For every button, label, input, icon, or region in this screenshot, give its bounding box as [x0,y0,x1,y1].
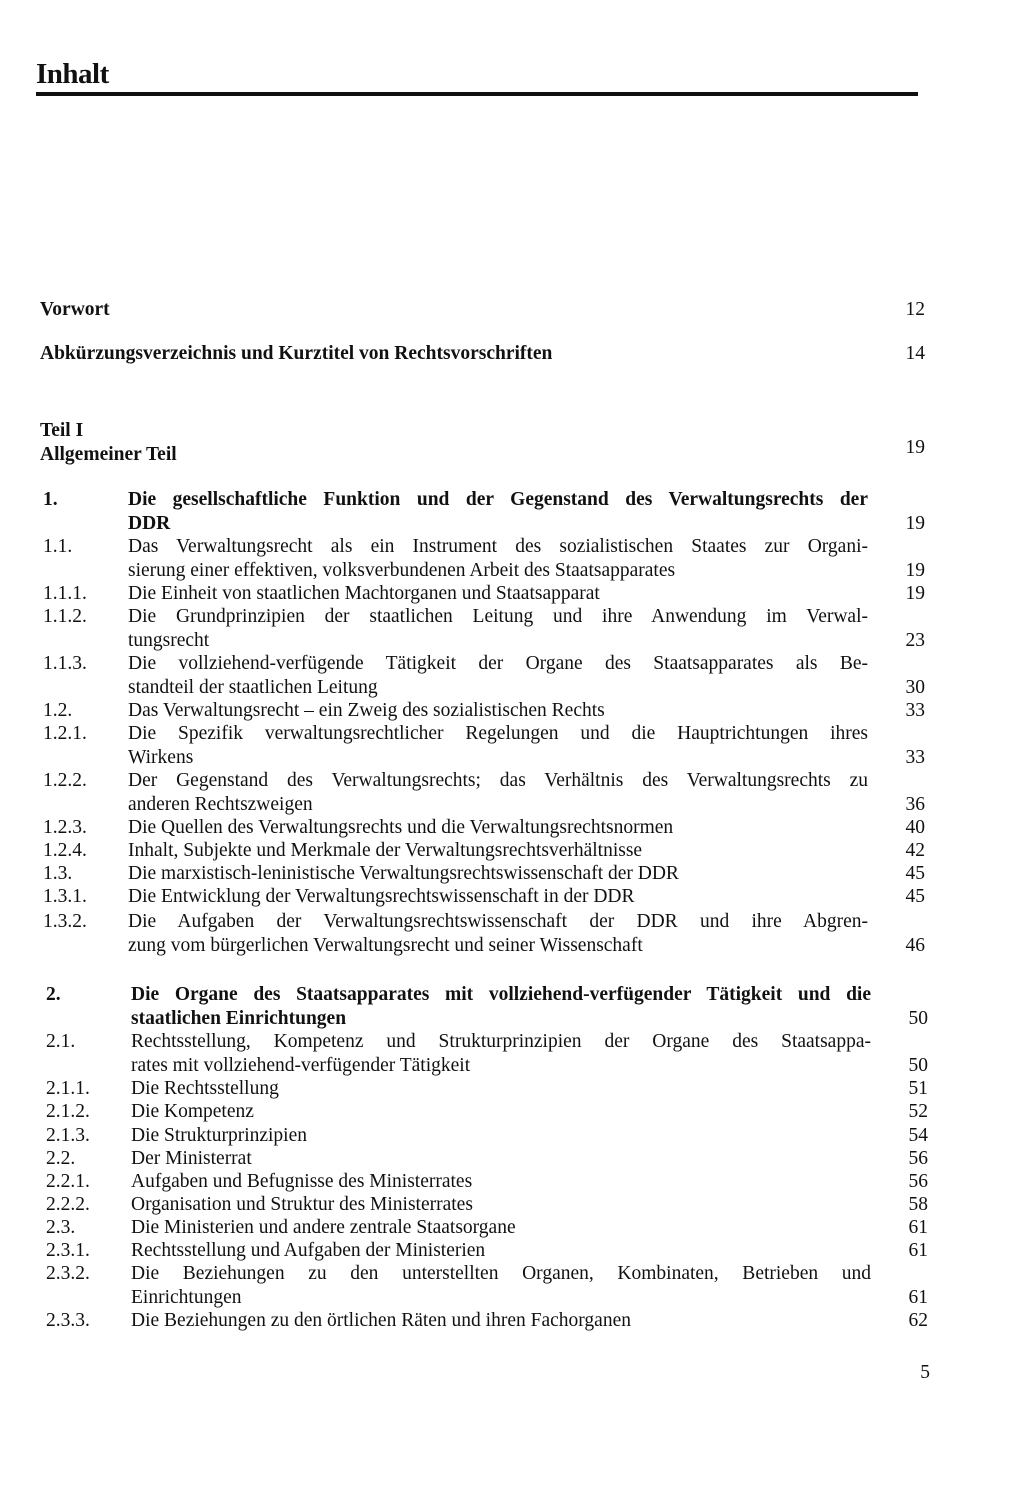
toc-entry-title-line: Die Aufgaben der Verwaltungsrechtswissenschaft der DDR und ihre Abgren- [128,911,868,932]
toc-page-number: 56 [908,1171,928,1192]
toc-entry-title-line: Die marxistisch-leninistische Verwaltungsrechtswissenschaft der DDR [128,863,679,884]
toc-entry-title-line: Die Rechtsstellung [131,1078,279,1099]
toc-entry-number: 2.1.3. [46,1125,90,1146]
toc-page-number: 45 [905,886,925,907]
toc-entry-title-line: DDR [128,512,171,534]
toc-entry-number: 1.3.2. [43,911,87,932]
toc-page-number: 50 [908,1007,928,1029]
toc-entry-title-line: Die Strukturprinzipien [131,1125,308,1146]
toc-page-number: 54 [908,1125,928,1146]
toc-page-number: 51 [908,1078,928,1099]
toc-entry-title [128,652,868,699]
part-title: Allgemeiner Teil [40,443,177,465]
toc-page-number: 46 [905,934,925,956]
toc-entry-title-line: Organisation und Struktur des Ministerrates [131,1194,473,1215]
toc-entry-number: 2.2.1. [46,1171,90,1192]
toc-page-number: 30 [905,676,925,698]
toc-entry-number: 1.2.4. [43,840,87,861]
toc-page-number: 58 [908,1194,928,1215]
toc-entry-title [128,535,868,582]
toc-entry-title [131,1216,871,1240]
toc-entry-title-line: Der Gegenstand des Verwaltungsrechts; das Verhältnis des Verwaltungsrechts zu [128,770,868,791]
toc-entry-title-line: tungsrecht [128,629,210,651]
toc-title: Vorwort [40,299,110,320]
toc-entry-number: 2.1.1. [46,1078,90,1099]
toc-entry-number: 2.1. [46,1031,76,1052]
toc-entry-number: 1.3.1. [43,886,87,907]
toc-entry-title-line: anderen Rechtszweigen [128,793,313,815]
toc-page-number: 36 [905,793,925,815]
toc-entry-number: 2.2.2. [46,1194,90,1215]
toc-entry-title [128,910,868,957]
toc-entry-number: 1. [43,489,58,510]
toc-entry-title [131,1239,871,1263]
toc-entry-title [128,862,868,886]
toc-entry-title-line: Wirkens [128,746,194,768]
toc-entry-number: 1.2.3. [43,817,87,838]
toc-entry-title-line: Die gesellschaftliche Funktion und der Gegenstand des Verwaltungsrechts der [128,489,868,510]
toc-entry-number: 1.2.2. [43,770,87,791]
toc-entry-title [131,1147,871,1171]
toc-entry-number: 2.3.3. [46,1310,90,1331]
toc-page-number: 62 [908,1310,928,1331]
toc-entry-number: 2.2. [46,1148,76,1169]
toc-page-number: 19 [905,512,925,534]
toc-entry-title [128,885,868,909]
toc-entry-title [128,839,868,863]
toc-entry-title-line: Die vollziehend-verfügende Tätigkeit der Organe des Staatsapparates als Be- [128,653,868,674]
toc-page-number: 23 [905,629,925,651]
folio-page-number: 5 [920,1362,930,1383]
toc-entry-title-line: Die Organe des Staatsapparates mit vollziehend-verfügender Tätigkeit und die [131,984,871,1005]
toc-entry-number: 1.1.1. [43,583,87,604]
toc-page-number: 56 [908,1148,928,1169]
toc-entry-title [131,1124,871,1148]
toc-entry-title-line: Aufgaben und Befugnisse des Ministerrates [131,1171,473,1192]
toc-entry-title [128,816,868,840]
toc-entry-title [131,1170,871,1194]
toc-page-number: 33 [905,746,925,768]
toc-page-number: 50 [908,1054,928,1076]
toc-page-number: 42 [905,840,925,861]
toc-entry-title-line: staatlichen Einrichtungen [131,1007,347,1029]
toc-entry-number: 2.1.2. [46,1101,90,1122]
toc-page-number: 45 [905,863,925,884]
toc-entry-title [128,582,868,606]
toc-page-number: 14 [905,343,925,364]
toc-page-number: 52 [908,1101,928,1122]
toc-entry-number: 1.1.2. [43,606,87,627]
toc-entry-title-line: standteil der staatlichen Leitung [128,676,378,698]
toc-entry-title-line: Die Beziehungen zu den unterstellten Organen, Kombinaten, Betrieben und [131,1263,871,1284]
toc-page-number: 61 [908,1240,928,1261]
toc-entry-number: 2. [46,984,61,1005]
toc-entry-title-line: zung vom bürgerlichen Verwaltungsrecht und seiner Wissenschaft [128,934,643,956]
toc-entry-title-line: Die Quellen des Verwaltungsrechts und die Verwaltungsrechtsnormen [128,817,674,838]
toc-entry-title [128,722,868,769]
toc-entry-title [131,1262,871,1309]
toc-page-number: 19 [905,437,925,458]
toc-page-number: 61 [908,1286,928,1308]
toc-entry-title-line: Das Verwaltungsrecht – ein Zweig des sozialistischen Rechts [128,700,605,721]
toc-entry-title [131,1030,871,1077]
toc-entry-title-line: rates mit vollziehend-verfügender Tätigkeit [131,1054,471,1076]
toc-entry-title-line: Die Kompetenz [131,1101,254,1122]
toc-entry-title [128,699,868,723]
toc-entry-title [131,1100,871,1124]
toc-entry-title [131,983,871,1030]
page-title: Inhalt [36,58,109,90]
toc-entry-title [128,769,868,816]
toc-entry-title [128,488,868,535]
toc-entry-title [128,605,868,652]
toc-entry-number: 2.3. [46,1217,76,1238]
toc-entry-title-line: Die Grundprinzipien der staatlichen Leitung und ihre Anwendung im Verwal- [128,606,868,627]
toc-entry-title-line: Einrichtungen [131,1286,242,1308]
toc-page-number: 12 [905,299,925,320]
toc-entry-number: 1.1. [43,536,73,557]
toc-entry-title [131,1309,871,1333]
toc-entry-title [131,1193,871,1217]
toc-page-number: 40 [905,817,925,838]
toc-entry-number: 1.2.1. [43,723,87,744]
toc-title: Abkürzungsverzeichnis und Kurztitel von Rechtsvorschriften [40,343,553,364]
part-label: Teil I [40,420,84,441]
toc-entry-title-line: Die Spezifik verwaltungsrechtlicher Regelungen und die Hauptrichtungen ihres [128,723,868,744]
toc-page-number: 19 [905,559,925,581]
toc-page-number: 19 [905,583,925,604]
toc-entry-title-line: Die Entwicklung der Verwaltungsrechtswissenschaft in der DDR [128,886,635,907]
toc-entry-title-line: Inhalt, Subjekte und Merkmale der Verwaltungsrechtsverhältnisse [128,840,643,861]
toc-entry-number: 2.3.1. [46,1240,90,1261]
toc-entry-title-line: sierung einer effektiven, volksverbundenen Arbeit des Staatsapparates [128,559,676,581]
toc-entry-title-line: Rechtsstellung und Aufgaben der Ministerien [131,1240,486,1261]
toc-entry-title-line: Das Verwaltungsrecht als ein Instrument des sozialistischen Staates zur Organi- [128,536,868,557]
title-rule [36,92,918,96]
toc-entry-title-line: Die Beziehungen zu den örtlichen Räten und ihren Fachorganen [131,1310,631,1331]
toc-entry-title [131,1077,871,1101]
toc-entry-title-line: Der Ministerrat [131,1148,252,1169]
toc-entry-number: 2.3.2. [46,1263,90,1284]
toc-entry-title-line: Die Einheit von staatlichen Machtorganen und Staatsapparat [128,583,600,604]
toc-entry-title-line: Rechtsstellung, Kompetenz und Strukturprinzipien der Organe des Staatsappa- [131,1031,871,1052]
toc-entry-number: 1.1.3. [43,653,87,674]
toc-entry-number: 1.2. [43,700,73,721]
toc-entry-title-line: Die Ministerien und andere zentrale Staatsorgane [131,1217,516,1238]
toc-page-number: 33 [905,700,925,721]
toc-page-number: 61 [908,1217,928,1238]
toc-entry-number: 1.3. [43,863,73,884]
